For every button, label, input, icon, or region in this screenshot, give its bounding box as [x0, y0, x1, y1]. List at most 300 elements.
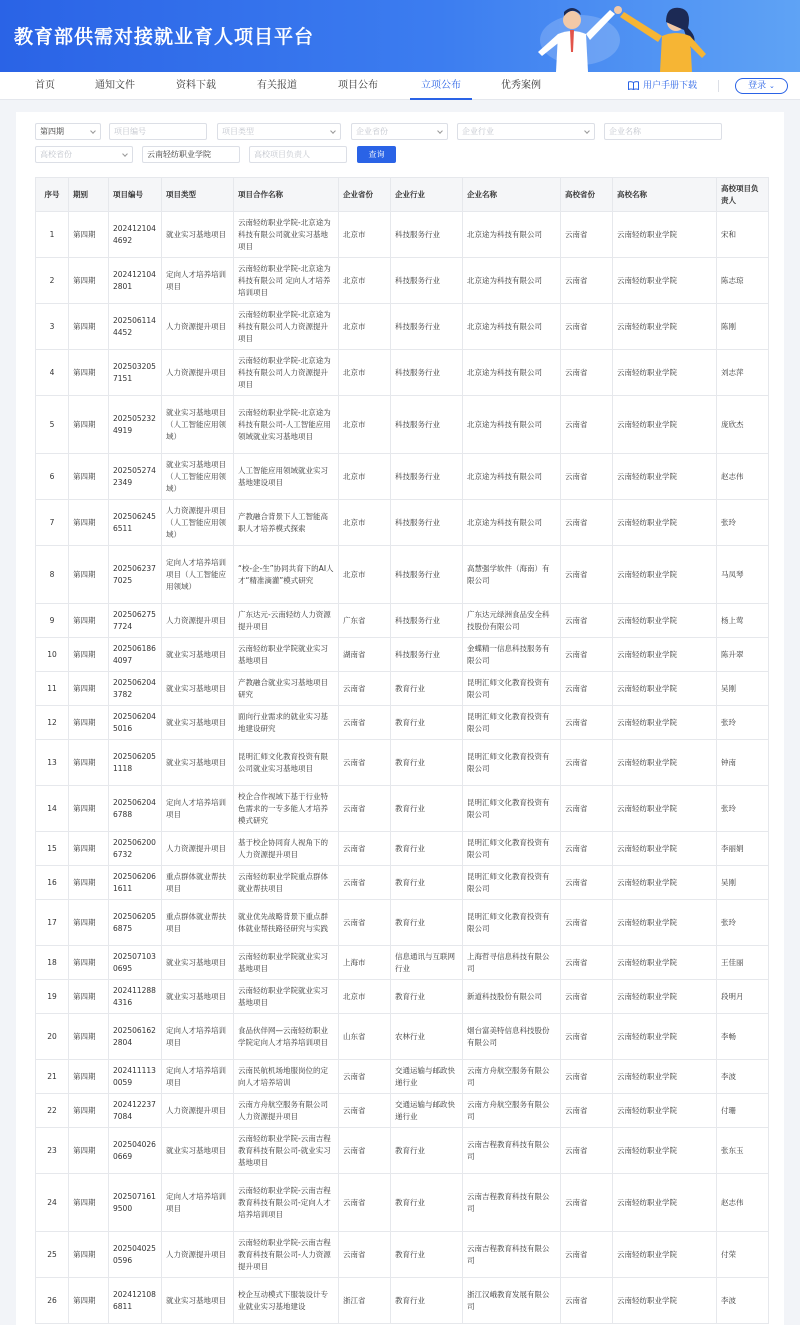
- cell-col-company-province: 广东省: [339, 604, 391, 638]
- cell-col-company-province: 云南省: [339, 1232, 391, 1278]
- cell-col-owner: 赵志伟: [717, 454, 769, 500]
- table-row[interactable]: [36, 1094, 769, 1128]
- cell-col-school-province: 云南省: [561, 500, 613, 546]
- cell-col-project-type: 定向人才培养培训项目: [162, 1014, 234, 1060]
- cell-col-company-province: 云南省: [339, 740, 391, 786]
- cell-col-school-name: 云南轻纺职业学院: [613, 1232, 717, 1278]
- cell-col-company-province: 北京市: [339, 304, 391, 350]
- cell-col-company-province: 云南省: [339, 1060, 391, 1094]
- manual-download-link[interactable]: [628, 72, 697, 100]
- cell-col-company-industry: 教育行业: [391, 786, 463, 832]
- cell-col-owner: 李畅: [717, 1014, 769, 1060]
- cell-col-school-name: 云南轻纺职业学院: [613, 980, 717, 1014]
- cell-col-company-industry: 科技服务行业: [391, 638, 463, 672]
- table-row[interactable]: [36, 258, 769, 304]
- cell-col-company-province: 云南省: [339, 1094, 391, 1128]
- cell-col-owner: 张东玉: [717, 1128, 769, 1174]
- cell-col-company-name: 昆明汇师文化教育投资有限公司: [463, 866, 561, 900]
- cell-col-company-province: 北京市: [339, 500, 391, 546]
- cell-col-owner: 王佳丽: [717, 946, 769, 980]
- cell-col-period: 第四期: [69, 866, 109, 900]
- cell-col-period: 第四期: [69, 604, 109, 638]
- cell-col-period: 第四期: [69, 212, 109, 258]
- cell-col-school-province: 云南省: [561, 1278, 613, 1324]
- cell-col-company-industry: 教育行业: [391, 1278, 463, 1324]
- cell-col-school-name: 云南轻纺职业学院: [613, 1060, 717, 1094]
- cell-col-index: 19: [36, 980, 69, 1014]
- cell-col-company-industry: 科技服务行业: [391, 212, 463, 258]
- cell-col-school-name: 云南轻纺职业学院: [613, 900, 717, 946]
- cell-col-school-name: 云南轻纺职业学院: [613, 706, 717, 740]
- cell-col-project-name: 云南方舟航空服务有限公司人力资源提升项目: [234, 1094, 339, 1128]
- cell-col-school-name: 云南轻纺职业学院: [613, 1174, 717, 1232]
- cell-col-project-name: 食品伙伴网—云南轻纺职业学院定向人才培养培训项目: [234, 1014, 339, 1060]
- nav-reports[interactable]: 有关报道: [257, 80, 297, 91]
- cell-col-company-name: 昆明汇师文化教育投资有限公司: [463, 740, 561, 786]
- cell-col-period: 第四期: [69, 706, 109, 740]
- cell-col-company-province: 云南省: [339, 900, 391, 946]
- cell-col-period: 第四期: [69, 1174, 109, 1232]
- cell-col-index: 15: [36, 832, 69, 866]
- cell-col-project-type: 就业实习基地项目: [162, 706, 234, 740]
- cell-col-company-name: 北京途为科技有限公司: [463, 396, 561, 454]
- header-col-project-name: 项目合作名称: [234, 178, 339, 212]
- header-col-index: 序号: [36, 178, 69, 212]
- cell-col-company-industry: 信息通讯与互联网行业: [391, 946, 463, 980]
- table-row[interactable]: [36, 1174, 769, 1232]
- cell-col-company-province: 云南省: [339, 866, 391, 900]
- header-col-project-no: 项目编号: [109, 178, 162, 212]
- cell-col-index: 17: [36, 900, 69, 946]
- table-row[interactable]: [36, 500, 769, 546]
- cell-col-school-name: 云南轻纺职业学院: [613, 638, 717, 672]
- cell-col-project-name: 广东达元-云南轻纺人力资源提升项目: [234, 604, 339, 638]
- nav-home[interactable]: 首页: [35, 80, 55, 91]
- cell-col-owner: 杨上莺: [717, 604, 769, 638]
- cell-col-school-name: 云南轻纺职业学院: [613, 500, 717, 546]
- cell-col-company-name: 云南方舟航空服务有限公司: [463, 1060, 561, 1094]
- table-row[interactable]: [36, 396, 769, 454]
- login-label: 登录: [748, 81, 767, 91]
- cell-col-project-name: 云南轻纺职业学院就业实习基地项目: [234, 946, 339, 980]
- cell-col-company-province: 云南省: [339, 1128, 391, 1174]
- cell-col-index: 22: [36, 1094, 69, 1128]
- table-row[interactable]: [36, 786, 769, 832]
- nav-projects[interactable]: 项目公布: [338, 80, 378, 91]
- cell-col-project-no: 2024112884316: [109, 980, 162, 1014]
- header-col-project-type: 项目类型: [162, 178, 234, 212]
- cell-col-index: 1: [36, 212, 69, 258]
- cell-col-company-province: 云南省: [339, 786, 391, 832]
- cell-col-project-type: 人力资源提升项目: [162, 304, 234, 350]
- cell-col-company-name: 上海哲寻信息科技有限公司: [463, 946, 561, 980]
- cell-col-company-industry: 教育行业: [391, 866, 463, 900]
- cell-col-school-name: 云南轻纺职业学院: [613, 946, 717, 980]
- header-col-school-name: 高校名称: [613, 178, 717, 212]
- cell-col-company-name: 云南吉程教育科技有限公司: [463, 1174, 561, 1232]
- cell-col-company-name: 北京途为科技有限公司: [463, 350, 561, 396]
- cell-col-project-name: 昆明汇师文化教育投资有限公司就业实习基地项目: [234, 740, 339, 786]
- cell-col-owner: 吴刚: [717, 672, 769, 706]
- cell-col-school-name: 云南轻纺职业学院: [613, 786, 717, 832]
- period-select[interactable]: 第四期: [35, 123, 101, 140]
- cell-col-project-type: 重点群体就业帮扶项目: [162, 866, 234, 900]
- chevron-down-icon: [122, 151, 128, 157]
- cell-col-school-province: 云南省: [561, 396, 613, 454]
- cell-col-project-type: 定向人才培养培训项目: [162, 1060, 234, 1094]
- cell-col-project-name: 云南轻纺职业学院-北京途为科技有限公司 定向人才培养培训项目: [234, 258, 339, 304]
- cell-col-period: 第四期: [69, 1232, 109, 1278]
- cell-col-index: 11: [36, 672, 69, 706]
- school-province-select[interactable]: 高校省份: [35, 146, 133, 163]
- cell-col-project-name: 基于校企协同育人视角下的人力资源提升项目: [234, 832, 339, 866]
- cell-col-project-no: 2025062046788: [109, 786, 162, 832]
- cell-col-project-no: 2024122377084: [109, 1094, 162, 1128]
- cell-col-project-name: 云南轻纺职业学院-北京途为科技有限公司就业实习基地项目: [234, 212, 339, 258]
- cell-col-period: 第四期: [69, 258, 109, 304]
- cell-col-project-name: 云南轻纺职业学院-北京途为科技有限公司-人工智能应用领域就业实习基地项目: [234, 396, 339, 454]
- cell-col-project-type: 就业实习基地项目: [162, 638, 234, 672]
- cell-col-school-province: 云南省: [561, 1060, 613, 1094]
- cell-col-project-type: 就业实习基地项目: [162, 946, 234, 980]
- cell-col-company-industry: 教育行业: [391, 980, 463, 1014]
- cell-col-project-name: 人工智能应用领域就业实习基地建设项目: [234, 454, 339, 500]
- cell-col-school-province: 云南省: [561, 212, 613, 258]
- table-row[interactable]: [36, 304, 769, 350]
- project-no-input[interactable]: 项目编号: [109, 123, 207, 140]
- cell-col-project-type: 就业实习基地项目: [162, 672, 234, 706]
- cell-col-school-name: 云南轻纺职业学院: [613, 1014, 717, 1060]
- cell-col-school-province: 云南省: [561, 454, 613, 500]
- cell-col-project-name: 云南民航机场地服岗位的定向人才培养培训: [234, 1060, 339, 1094]
- cell-col-owner: 宋和: [717, 212, 769, 258]
- company-industry-select[interactable]: 企业行业: [457, 123, 595, 140]
- cell-col-company-industry: 教育行业: [391, 1128, 463, 1174]
- cell-col-owner: 张玲: [717, 706, 769, 740]
- table-row[interactable]: [36, 832, 769, 866]
- header-col-school-province: 高校省份: [561, 178, 613, 212]
- cell-col-owner: 张玲: [717, 900, 769, 946]
- cell-col-owner: 陈刚: [717, 304, 769, 350]
- cell-col-company-province: 北京市: [339, 546, 391, 604]
- cell-col-company-province: 云南省: [339, 832, 391, 866]
- table-row[interactable]: [36, 1128, 769, 1174]
- cell-col-project-type: 人力资源提升项目: [162, 350, 234, 396]
- cell-col-company-province: 北京市: [339, 212, 391, 258]
- cell-col-project-name: 云南轻纺职业学院就业实习基地项目: [234, 638, 339, 672]
- cell-col-school-province: 云南省: [561, 1094, 613, 1128]
- cell-col-project-no: 2025061144452: [109, 304, 162, 350]
- cell-col-company-industry: 交通运输与邮政快递行业: [391, 1060, 463, 1094]
- cell-col-company-name: 昆明汇师文化教育投资有限公司: [463, 786, 561, 832]
- cell-col-project-no: 2025071619500: [109, 1174, 162, 1232]
- cell-col-school-name: 云南轻纺职业学院: [613, 350, 717, 396]
- cell-col-project-type: 人力资源提升项目: [162, 832, 234, 866]
- cell-col-school-province: 云南省: [561, 1014, 613, 1060]
- cell-col-project-name: 校企互动模式下服装设计专业就业实习基地建设: [234, 1278, 339, 1324]
- cell-col-index: 23: [36, 1128, 69, 1174]
- cell-col-period: 第四期: [69, 672, 109, 706]
- cell-col-school-province: 云南省: [561, 258, 613, 304]
- cell-col-project-no: 2025062045016: [109, 706, 162, 740]
- header-col-owner: 高校项目负责人: [717, 178, 769, 212]
- cell-col-project-type: 就业实习基地项目: [162, 980, 234, 1014]
- results-table: [35, 177, 769, 1324]
- cell-col-project-type: 就业实习基地项目: [162, 740, 234, 786]
- table-row[interactable]: [36, 866, 769, 900]
- cell-col-school-province: 云南省: [561, 604, 613, 638]
- cell-col-company-name: 云南吉程教育科技有限公司: [463, 1232, 561, 1278]
- cell-col-project-no: 2025062377025: [109, 546, 162, 604]
- cell-col-project-type: 就业实习基地项目: [162, 1128, 234, 1174]
- cell-col-period: 第四期: [69, 1014, 109, 1060]
- cell-col-period: 第四期: [69, 786, 109, 832]
- cell-col-company-name: 金蝶精一信息科技服务有限公司: [463, 638, 561, 672]
- cell-col-owner: 张玲: [717, 500, 769, 546]
- cell-col-company-industry: 农林行业: [391, 1014, 463, 1060]
- nav-approved[interactable]: 立项公布: [410, 72, 472, 100]
- cell-col-project-no: 2025062061611: [109, 866, 162, 900]
- cell-col-company-name: 北京途为科技有限公司: [463, 454, 561, 500]
- cell-col-index: 16: [36, 866, 69, 900]
- cell-col-company-industry: 科技服务行业: [391, 500, 463, 546]
- cell-col-school-province: 云南省: [561, 740, 613, 786]
- table-row[interactable]: [36, 980, 769, 1014]
- cell-col-project-no: 2025062043782: [109, 672, 162, 706]
- cell-col-period: 第四期: [69, 1060, 109, 1094]
- cell-col-school-province: 云南省: [561, 1174, 613, 1232]
- school-name-input[interactable]: 云南轻纺职业学院: [142, 146, 240, 163]
- cell-col-index: 21: [36, 1060, 69, 1094]
- cell-col-school-province: 云南省: [561, 980, 613, 1014]
- chevron-down-icon: [330, 128, 336, 134]
- cell-col-company-name: 高慧强学软件（海南）有限公司: [463, 546, 561, 604]
- cell-col-index: 5: [36, 396, 69, 454]
- cell-col-project-type: 人力资源提升项目: [162, 1232, 234, 1278]
- cell-col-period: 第四期: [69, 1278, 109, 1324]
- table-row[interactable]: [36, 1014, 769, 1060]
- cell-col-index: 8: [36, 546, 69, 604]
- cell-col-index: 10: [36, 638, 69, 672]
- cell-col-period: 第四期: [69, 500, 109, 546]
- cell-col-index: 9: [36, 604, 69, 638]
- cell-col-period: 第四期: [69, 980, 109, 1014]
- cell-col-period: 第四期: [69, 454, 109, 500]
- cell-col-project-no: 2025052324919: [109, 396, 162, 454]
- cell-col-school-name: 云南轻纺职业学院: [613, 604, 717, 638]
- table-row[interactable]: [36, 1232, 769, 1278]
- cell-col-school-province: 云南省: [561, 1128, 613, 1174]
- cell-col-project-type: 就业实习基地项目: [162, 212, 234, 258]
- cell-col-project-name: 云南轻纺职业学院重点群体就业帮扶项目: [234, 866, 339, 900]
- chevron-down-icon: [584, 128, 590, 134]
- cell-col-company-name: 北京途为科技有限公司: [463, 258, 561, 304]
- table-row[interactable]: [36, 706, 769, 740]
- cell-col-project-no: 2025061622804: [109, 1014, 162, 1060]
- cell-col-project-no: 2025062456511: [109, 500, 162, 546]
- cell-col-company-industry: 教育行业: [391, 900, 463, 946]
- cell-col-company-name: 昆明汇师文化教育投资有限公司: [463, 832, 561, 866]
- cell-col-project-type: 就业实习基地项目: [162, 1278, 234, 1324]
- table-row[interactable]: [36, 454, 769, 500]
- header-banner: [0, 0, 800, 72]
- header-col-period: 期别: [69, 178, 109, 212]
- table-row[interactable]: [36, 672, 769, 706]
- cell-col-school-province: 云南省: [561, 900, 613, 946]
- nav-cases[interactable]: 优秀案例: [501, 80, 541, 91]
- table-row[interactable]: [36, 350, 769, 396]
- cell-col-project-type: 重点群体就业帮扶项目: [162, 900, 234, 946]
- cell-col-owner: 马凤琴: [717, 546, 769, 604]
- cell-col-project-name: 面向行业需求的就业实习基地建设研究: [234, 706, 339, 740]
- cell-col-school-province: 云南省: [561, 350, 613, 396]
- cell-col-company-industry: 科技服务行业: [391, 604, 463, 638]
- cell-col-owner: 庞欣杰: [717, 396, 769, 454]
- cell-col-project-no: 2025052742349: [109, 454, 162, 500]
- cell-col-company-industry: 科技服务行业: [391, 350, 463, 396]
- cell-col-company-industry: 教育行业: [391, 832, 463, 866]
- cell-col-school-province: 云南省: [561, 832, 613, 866]
- cell-col-company-industry: 科技服务行业: [391, 546, 463, 604]
- login-button[interactable]: [735, 78, 788, 94]
- cell-col-project-no: 2025040260669: [109, 1128, 162, 1174]
- nav-downloads[interactable]: 资料下载: [176, 80, 216, 91]
- chevron-down-icon: [437, 128, 443, 134]
- cell-col-company-industry: 科技服务行业: [391, 258, 463, 304]
- cell-col-project-no: 2025062056875: [109, 900, 162, 946]
- cell-col-project-no: 2025062051118: [109, 740, 162, 786]
- cell-col-company-province: 云南省: [339, 672, 391, 706]
- cell-col-company-province: 北京市: [339, 980, 391, 1014]
- cell-col-school-province: 云南省: [561, 946, 613, 980]
- company-name-input[interactable]: 企业名称: [604, 123, 722, 140]
- cell-col-company-industry: 科技服务行业: [391, 454, 463, 500]
- cell-col-school-name: 云南轻纺职业学院: [613, 546, 717, 604]
- cell-col-company-province: 北京市: [339, 454, 391, 500]
- table-row[interactable]: [36, 1278, 769, 1324]
- cell-col-project-type: 定向人才培养培训项目（人工智能应用领域）: [162, 546, 234, 604]
- cell-col-school-province: 云南省: [561, 706, 613, 740]
- cell-col-school-name: 云南轻纺职业学院: [613, 454, 717, 500]
- cell-col-index: 26: [36, 1278, 69, 1324]
- cell-col-company-province: 上海市: [339, 946, 391, 980]
- cell-col-company-name: 广东达元绿洲食品安全科技股份有限公司: [463, 604, 561, 638]
- nav-notices[interactable]: 通知文件: [95, 80, 135, 91]
- cell-col-index: 13: [36, 740, 69, 786]
- cell-col-project-type: 定向人才培养培训项目: [162, 1174, 234, 1232]
- cell-col-company-name: 昆明汇师文化教育投资有限公司: [463, 706, 561, 740]
- cell-col-project-type: 定向人才培养培训项目: [162, 258, 234, 304]
- table-row[interactable]: [36, 546, 769, 604]
- book-icon: [628, 81, 639, 90]
- company-province-select[interactable]: 企业省份: [351, 123, 448, 140]
- table-row[interactable]: [36, 900, 769, 946]
- cell-col-school-name: 云南轻纺职业学院: [613, 832, 717, 866]
- table-body: [36, 212, 769, 1324]
- cell-col-project-type: 人力资源提升项目: [162, 1094, 234, 1128]
- table-row[interactable]: [36, 638, 769, 672]
- project-type-select[interactable]: 项目类型: [217, 123, 341, 140]
- cell-col-company-name: 北京途为科技有限公司: [463, 500, 561, 546]
- manual-label: 用户手册下载: [643, 81, 698, 91]
- cell-col-company-name: 新道科技股份有限公司: [463, 980, 561, 1014]
- cell-col-index: 14: [36, 786, 69, 832]
- cell-col-period: 第四期: [69, 946, 109, 980]
- cell-col-owner: 赵志伟: [717, 1174, 769, 1232]
- cell-col-school-name: 云南轻纺职业学院: [613, 672, 717, 706]
- cell-col-period: 第四期: [69, 546, 109, 604]
- cell-col-project-no: 2024121042801: [109, 258, 162, 304]
- cell-col-owner: 吴刚: [717, 866, 769, 900]
- cell-col-company-name: 烟台富美特信息科技股份有限公司: [463, 1014, 561, 1060]
- cell-col-owner: 钟南: [717, 740, 769, 786]
- cell-col-project-name: 产教融合就业实习基地项目研究: [234, 672, 339, 706]
- cell-col-owner: 张玲: [717, 786, 769, 832]
- cell-col-index: 20: [36, 1014, 69, 1060]
- cell-col-index: 12: [36, 706, 69, 740]
- table-row[interactable]: [36, 740, 769, 786]
- cell-col-index: 25: [36, 1232, 69, 1278]
- header-col-company-industry: 企业行业: [391, 178, 463, 212]
- cell-col-project-type: 定向人才培养培训项目: [162, 786, 234, 832]
- query-button[interactable]: 查询: [357, 146, 396, 163]
- table-row[interactable]: [36, 1060, 769, 1094]
- cell-col-owner: 李丽娟: [717, 832, 769, 866]
- cell-col-company-province: 云南省: [339, 706, 391, 740]
- cell-col-period: 第四期: [69, 1094, 109, 1128]
- cell-col-owner: 付珊: [717, 1094, 769, 1128]
- table-row[interactable]: [36, 604, 769, 638]
- cell-col-project-type: 就业实习基地项目（人工智能应用领域）: [162, 396, 234, 454]
- cell-col-project-no: 2025062006732: [109, 832, 162, 866]
- cell-col-school-province: 云南省: [561, 1232, 613, 1278]
- table-row[interactable]: [36, 212, 769, 258]
- cell-col-company-name: 北京途为科技有限公司: [463, 304, 561, 350]
- table-row[interactable]: [36, 946, 769, 980]
- cell-col-index: 3: [36, 304, 69, 350]
- chevron-down-icon: ⌄: [769, 82, 775, 90]
- cell-col-school-name: 云南轻纺职业学院: [613, 258, 717, 304]
- cell-col-project-no: 2024121044692: [109, 212, 162, 258]
- cell-col-company-industry: 教育行业: [391, 672, 463, 706]
- cell-col-company-province: 浙江省: [339, 1278, 391, 1324]
- cell-col-index: 18: [36, 946, 69, 980]
- cell-col-owner: 李波: [717, 1278, 769, 1324]
- cell-col-school-province: 云南省: [561, 786, 613, 832]
- cell-col-company-name: 云南方舟航空服务有限公司: [463, 1094, 561, 1128]
- cell-col-school-name: 云南轻纺职业学院: [613, 396, 717, 454]
- cell-col-project-name: 云南轻纺职业学院就业实习基地项目: [234, 980, 339, 1014]
- cell-col-project-type: 就业实习基地项目（人工智能应用领域）: [162, 454, 234, 500]
- cell-col-project-name: 就业优先战略背景下重点群体就业帮扶路径研究与实践: [234, 900, 339, 946]
- nav-divider: [718, 80, 719, 92]
- cell-col-project-name: 云南轻纺职业学院-云南吉程教育科技有限公司-人力资源提升项目: [234, 1232, 339, 1278]
- cell-col-company-name: 昆明汇师文化教育投资有限公司: [463, 672, 561, 706]
- cell-col-owner: 陈升翠: [717, 638, 769, 672]
- cell-col-index: 24: [36, 1174, 69, 1232]
- header-col-company-name: 企业名称: [463, 178, 561, 212]
- owner-input[interactable]: 高校项目负责人: [249, 146, 347, 163]
- cell-col-company-industry: 教育行业: [391, 1174, 463, 1232]
- cell-col-project-name: 云南轻纺职业学院-北京途为科技有限公司人力资源提升项目: [234, 350, 339, 396]
- cell-col-company-name: 浙江汉峨教育发展有限公司: [463, 1278, 561, 1324]
- cell-col-project-type: 人力资源提升项目（人工智能应用领域）: [162, 500, 234, 546]
- cell-col-project-name: 云南轻纺职业学院-北京途为科技有限公司人力资源提升项目: [234, 304, 339, 350]
- cell-col-school-name: 云南轻纺职业学院: [613, 740, 717, 786]
- cell-col-school-province: 云南省: [561, 546, 613, 604]
- cell-col-school-province: 云南省: [561, 304, 613, 350]
- cell-col-company-industry: 教育行业: [391, 740, 463, 786]
